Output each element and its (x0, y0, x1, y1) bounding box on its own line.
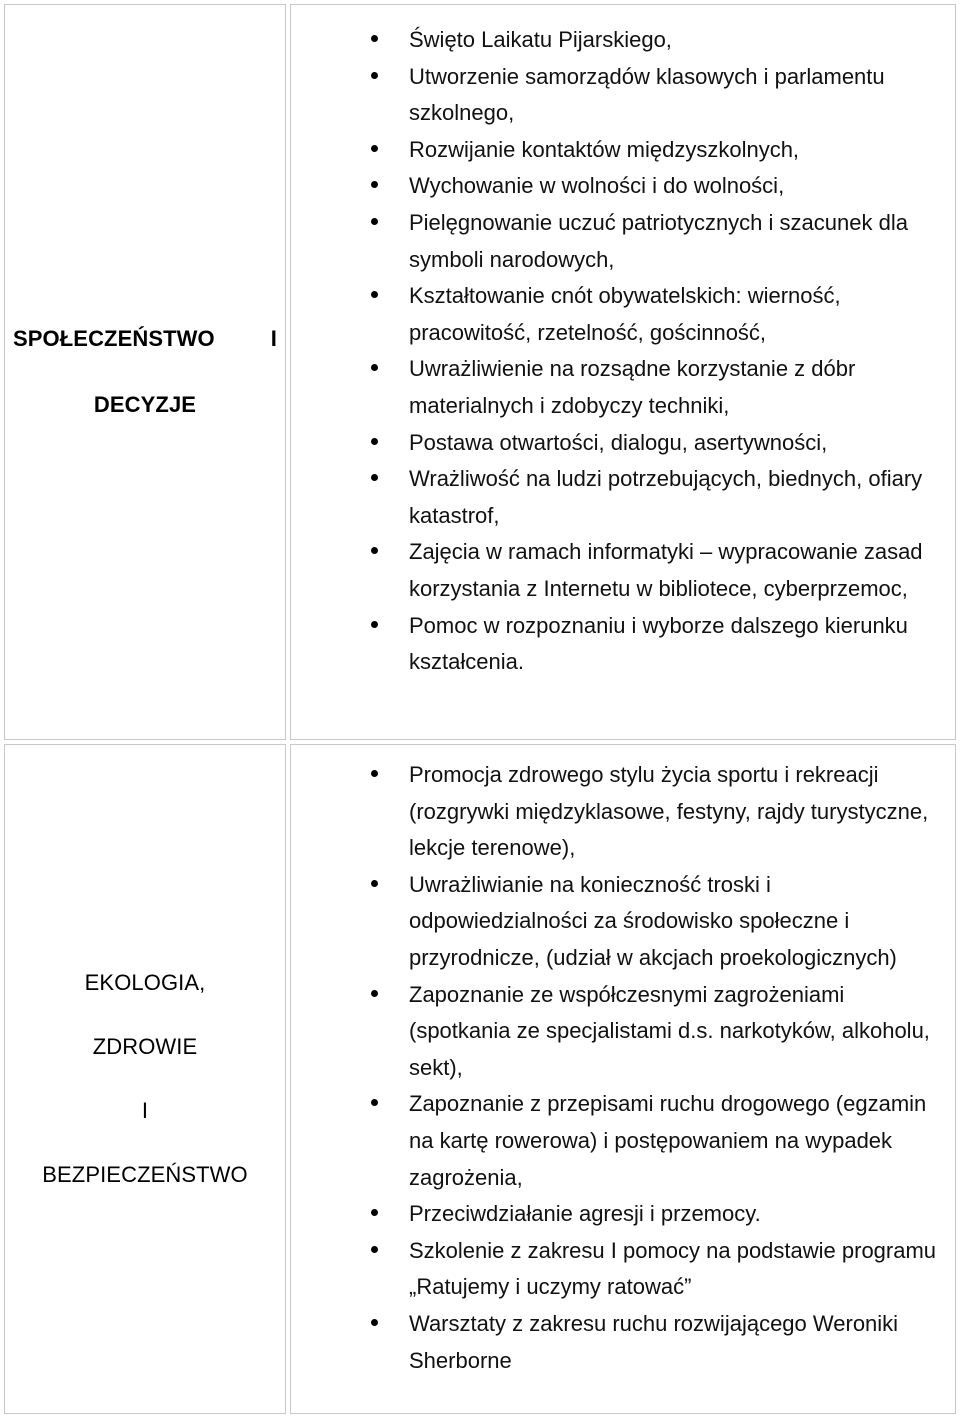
bullet-icon (371, 770, 378, 777)
category-word: ZDROWIE (92, 1034, 198, 1059)
bullet-icon (371, 547, 378, 554)
bullet-icon (371, 1319, 378, 1326)
bullet-icon (371, 880, 378, 887)
list-item: Uwrażliwianie na konieczność troski i odpowiedzialności za środowisko społeczne i przyrodnicze, (udział w akcjach proekologicznych) (291, 867, 955, 977)
bullet-list (291, 5, 955, 681)
bullet-icon (371, 291, 378, 298)
category-conjunction: I (270, 326, 277, 351)
bullet-list (291, 745, 955, 1379)
bullet-icon (371, 621, 378, 628)
items-cell (290, 744, 956, 1414)
category-conjunction: I (141, 1098, 149, 1123)
program-table (4, 4, 956, 1414)
list-item: Święto Laikatu Pijarskiego, (291, 22, 955, 59)
bullet-icon (371, 474, 378, 481)
list-item: Pomoc w rozpoznaniu i wyborze dalszego kierunku kształcenia. (291, 608, 955, 681)
bullet-icon (371, 1099, 378, 1106)
table-row (4, 744, 956, 1414)
list-item: Zapoznanie z przepisami ruchu drogowego (egzamin na kartę rowerowa) i postępowaniem na wypadek zagrożenia, (291, 1086, 955, 1196)
list-item: Postawa otwartości, dialogu, asertywności, (291, 425, 955, 462)
bullet-icon (371, 72, 378, 79)
bullet-icon (371, 364, 378, 371)
table-row (4, 4, 956, 740)
category-cell (4, 4, 286, 740)
bullet-icon (371, 218, 378, 225)
items-cell (290, 4, 956, 740)
list-item: Wrażliwość na ludzi potrzebujących, biednych, ofiary katastrof, (291, 461, 955, 534)
list-item: Promocja zdrowego stylu życia sportu i rekreacji (rozgrywki międzyklasowe, festyny, rajdy turystyczne, lekcje terenowe), (291, 757, 955, 867)
bullet-icon (371, 1246, 378, 1253)
list-item: Szkolenie z zakresu I pomocy na podstawie programu „Ratujemy i uczymy ratować” (291, 1233, 955, 1306)
list-item: Przeciwdziałanie agresji i przemocy. (291, 1196, 955, 1233)
category-word: DECYZJE (93, 392, 197, 417)
list-item: Wychowanie w wolności i do wolności, (291, 168, 955, 205)
bullet-icon (371, 990, 378, 997)
list-item: Warsztaty z zakresu ruchu rozwijającego Weroniki Sherborne (291, 1306, 955, 1379)
category-word: SPOŁECZEŃSTWO (13, 326, 215, 351)
list-item: Pielęgnowanie uczuć patriotycznych i szacunek dla symboli narodowych, (291, 205, 955, 278)
list-item: Kształtowanie cnót obywatelskich: wierność, pracowitość, rzetelność, gościnność, (291, 278, 955, 351)
category-word: EKOLOGIA, (84, 970, 206, 995)
bullet-icon (371, 181, 378, 188)
list-item: Zapoznanie ze współczesnymi zagrożeniami (spotkania ze specjalistami d.s. narkotyków, alkoholu, sekt), (291, 977, 955, 1087)
category-cell (4, 744, 286, 1414)
list-item: Rozwijanie kontaktów międzyszkolnych, (291, 132, 955, 169)
list-item: Utworzenie samorządów klasowych i parlamentu szkolnego, (291, 59, 955, 132)
bullet-icon (371, 145, 378, 152)
bullet-icon (371, 438, 378, 445)
list-item: Uwrażliwienie na rozsądne korzystanie z dóbr materialnych i zdobyczy techniki, (291, 351, 955, 424)
category-heading (5, 323, 285, 355)
list-item: Zajęcia w ramach informatyki – wypracowanie zasad korzystania z Internetu w bibliotece, cyberprzemoc, (291, 534, 955, 607)
bullet-icon (371, 35, 378, 42)
category-word: BEZPIECZEŃSTWO (42, 1162, 248, 1187)
bullet-icon (371, 1209, 378, 1216)
